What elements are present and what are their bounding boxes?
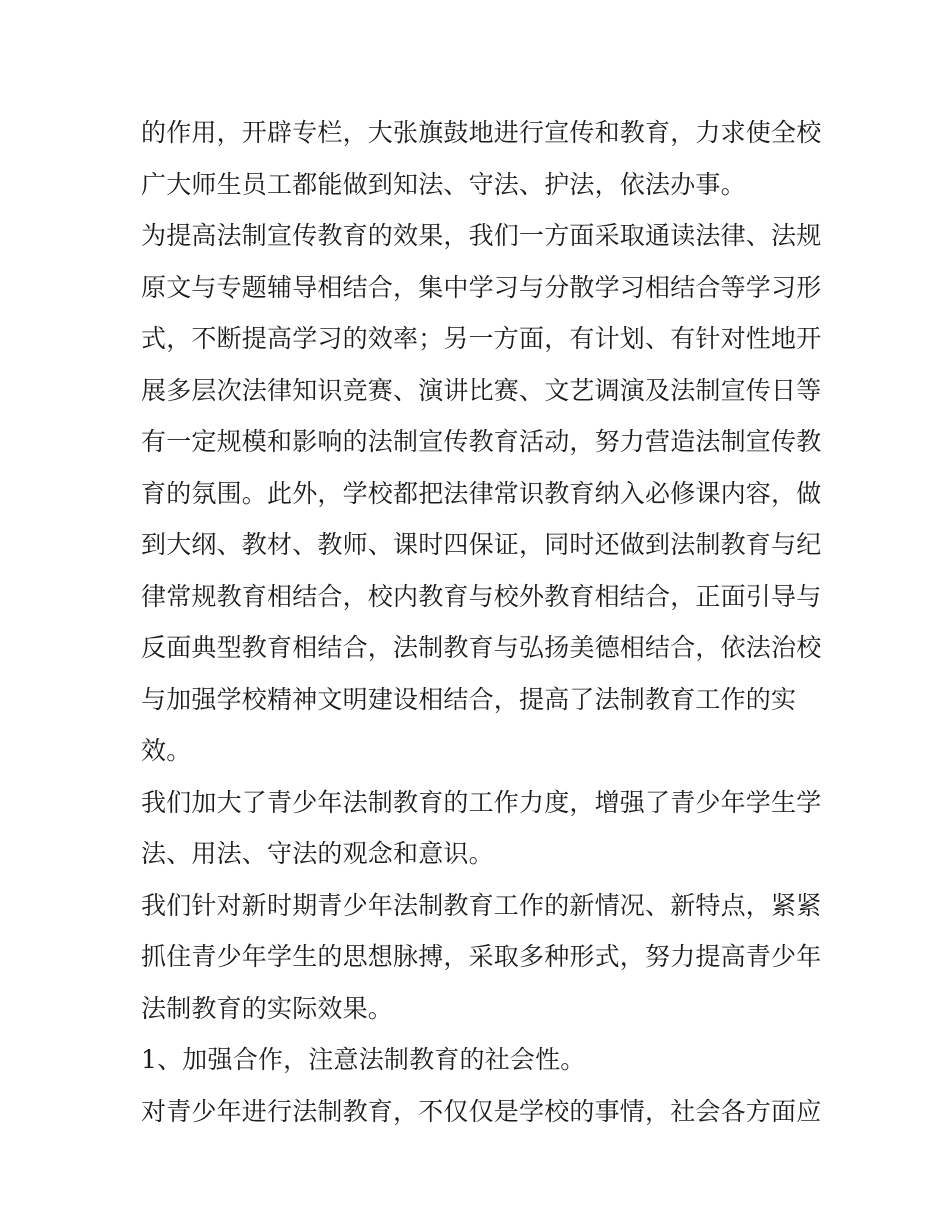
text-line: 反面典型教育相结合，法制教育与弘扬美德相结合，依法治校 bbox=[141, 633, 822, 662]
text-line: 法制教育的实际效果。 bbox=[141, 993, 394, 1023]
text-line: 抓住青少年学生的思想脉搏，采取多种形式，努力提高青少年 bbox=[141, 942, 822, 971]
text-line: 我们针对新时期青少年法制教育工作的新情况、新特点，紧紧 bbox=[141, 890, 822, 920]
text-line: 原文与专题辅导相结合，集中学习与分散学习相结合等学习形 bbox=[141, 272, 822, 302]
text-line: 到大纲、教材、教师、课时四保证，同时还做到法制教育与纪 bbox=[141, 530, 822, 559]
text-line: 的作用，开辟专栏，大张旗鼓地进行宣传和教育，力求使全校 bbox=[141, 118, 822, 147]
text-line: 式，不断提高学习的效率；另一方面，有计划、有针对性地开 bbox=[141, 324, 822, 353]
text-line: 律常规教育相结合，校内教育与校外教育相结合，正面引导与 bbox=[141, 581, 822, 611]
document-body bbox=[141, 107, 821, 1137]
text-line: 我们加大了青少年法制教育的工作力度，增强了青少年学生学 bbox=[141, 787, 822, 817]
text-line: 与加强学校精神文明建设相结合，提高了法制教育工作的实 bbox=[141, 684, 797, 714]
text-line: 展多层次法律知识竞赛、演讲比赛、文艺调演及法制宣传日等 bbox=[141, 375, 822, 405]
text-line: 对青少年进行法制教育，不仅仅是学校的事情，社会各方面应 bbox=[141, 1096, 822, 1126]
text-line: 有一定规模和影响的法制宣传教育活动，努力营造法制宣传教 bbox=[141, 427, 822, 456]
text-line: 法、用法、守法的观念和意识。 bbox=[141, 839, 494, 868]
text-line: 为提高法制宣传教育的效果，我们一方面采取通读法律、法规 bbox=[141, 221, 822, 250]
text-line: 1、加强合作，注意法制教育的社会性。 bbox=[141, 1045, 586, 1074]
text-line: 效。 bbox=[141, 736, 192, 765]
text-line: 广大师生员工都能做到知法、守法、护法，依法办事。 bbox=[141, 169, 746, 199]
text-line: 育的氛围。此外，学校都把法律常识教育纳入必修课内容，做 bbox=[141, 478, 822, 508]
